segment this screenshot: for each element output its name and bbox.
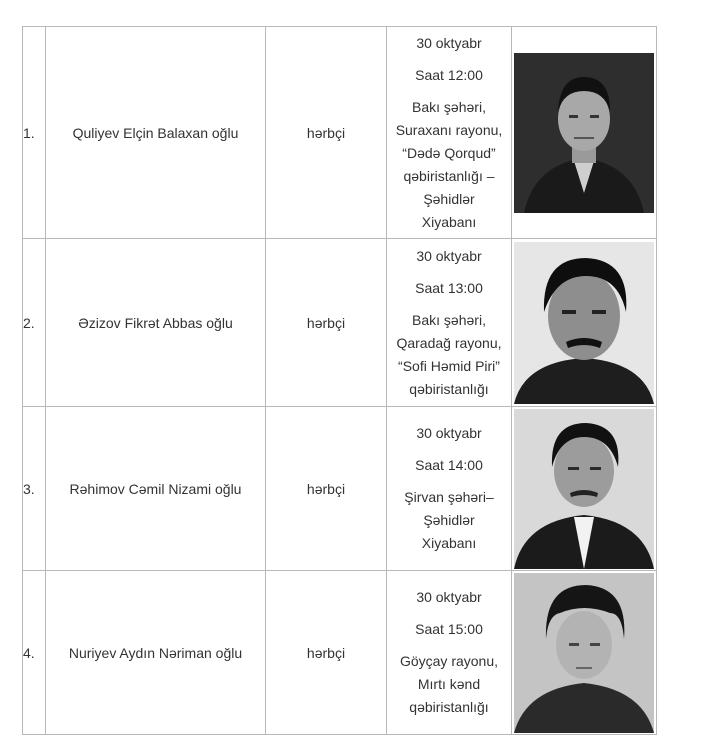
burial-place-line: Göyçay rayonu, xyxy=(399,653,499,669)
burial-place-line: “Sofi Həmid Piri” xyxy=(398,357,500,374)
person-name: Rəhimov Cəmil Nizami oğlu xyxy=(46,407,266,571)
portrait-photo xyxy=(514,242,654,404)
table-row xyxy=(23,239,657,407)
memorial-table xyxy=(22,26,657,735)
table-row xyxy=(23,27,657,239)
person-role: hərbçi xyxy=(266,239,387,407)
person-role: hərbçi xyxy=(266,407,387,571)
burial-time: Saat 13:00 xyxy=(415,279,483,296)
portrait-photo xyxy=(514,573,654,733)
burial-place-line: qəbiristanlığı xyxy=(409,699,489,715)
burial-place-line: Qaradağ rayonu, xyxy=(396,334,502,351)
burial-info xyxy=(387,239,512,407)
burial-time: Saat 14:00 xyxy=(415,457,483,473)
portrait-cell xyxy=(512,239,657,407)
burial-place-line: “Dədə Qorqud” xyxy=(402,144,496,161)
row-number: 1. xyxy=(23,27,46,239)
table-row xyxy=(23,571,657,735)
portrait-photo xyxy=(514,409,654,569)
row-number: 3. xyxy=(23,407,46,571)
burial-place-line: Bakı şəhəri, xyxy=(412,98,486,115)
table-row xyxy=(23,407,657,571)
person-name: Əzizov Fikrət Abbas oğlu xyxy=(46,239,266,407)
person-name: Nuriyev Aydın Nəriman oğlu xyxy=(46,571,266,735)
burial-place-line: Xiyabanı xyxy=(421,213,477,230)
burial-info xyxy=(387,407,512,571)
burial-date: 30 oktyabr xyxy=(416,589,482,605)
portrait-cell xyxy=(512,407,657,571)
burial-place-line: Mırtı kənd xyxy=(417,676,481,692)
burial-time: Saat 12:00 xyxy=(415,66,483,83)
person-name: Quliyev Elçin Balaxan oğlu xyxy=(46,27,266,239)
burial-place-line: qəbiristanlığı – xyxy=(403,167,495,184)
burial-info xyxy=(387,571,512,735)
burial-place-line: Xiyabanı xyxy=(421,535,477,551)
burial-time: Saat 15:00 xyxy=(415,621,483,637)
burial-info xyxy=(387,27,512,239)
burial-place-line: Suraxanı rayonu, xyxy=(395,121,503,138)
burial-date: 30 oktyabr xyxy=(416,34,482,51)
burial-place-line: Şəhidlər xyxy=(423,512,475,528)
burial-date: 30 oktyabr xyxy=(416,247,482,264)
person-role: hərbçi xyxy=(266,571,387,735)
portrait-photo xyxy=(514,53,654,213)
row-number: 4. xyxy=(23,571,46,735)
burial-place-line: qəbiristanlığı xyxy=(409,380,489,397)
burial-place-line: Şəhidlər xyxy=(423,190,475,207)
burial-date: 30 oktyabr xyxy=(416,425,482,441)
portrait-cell xyxy=(512,27,657,239)
person-role: hərbçi xyxy=(266,27,387,239)
portrait-cell xyxy=(512,571,657,735)
burial-place-line: Şirvan şəhəri– xyxy=(404,489,494,505)
burial-place-line: Bakı şəhəri, xyxy=(412,311,486,328)
row-number: 2. xyxy=(23,239,46,407)
